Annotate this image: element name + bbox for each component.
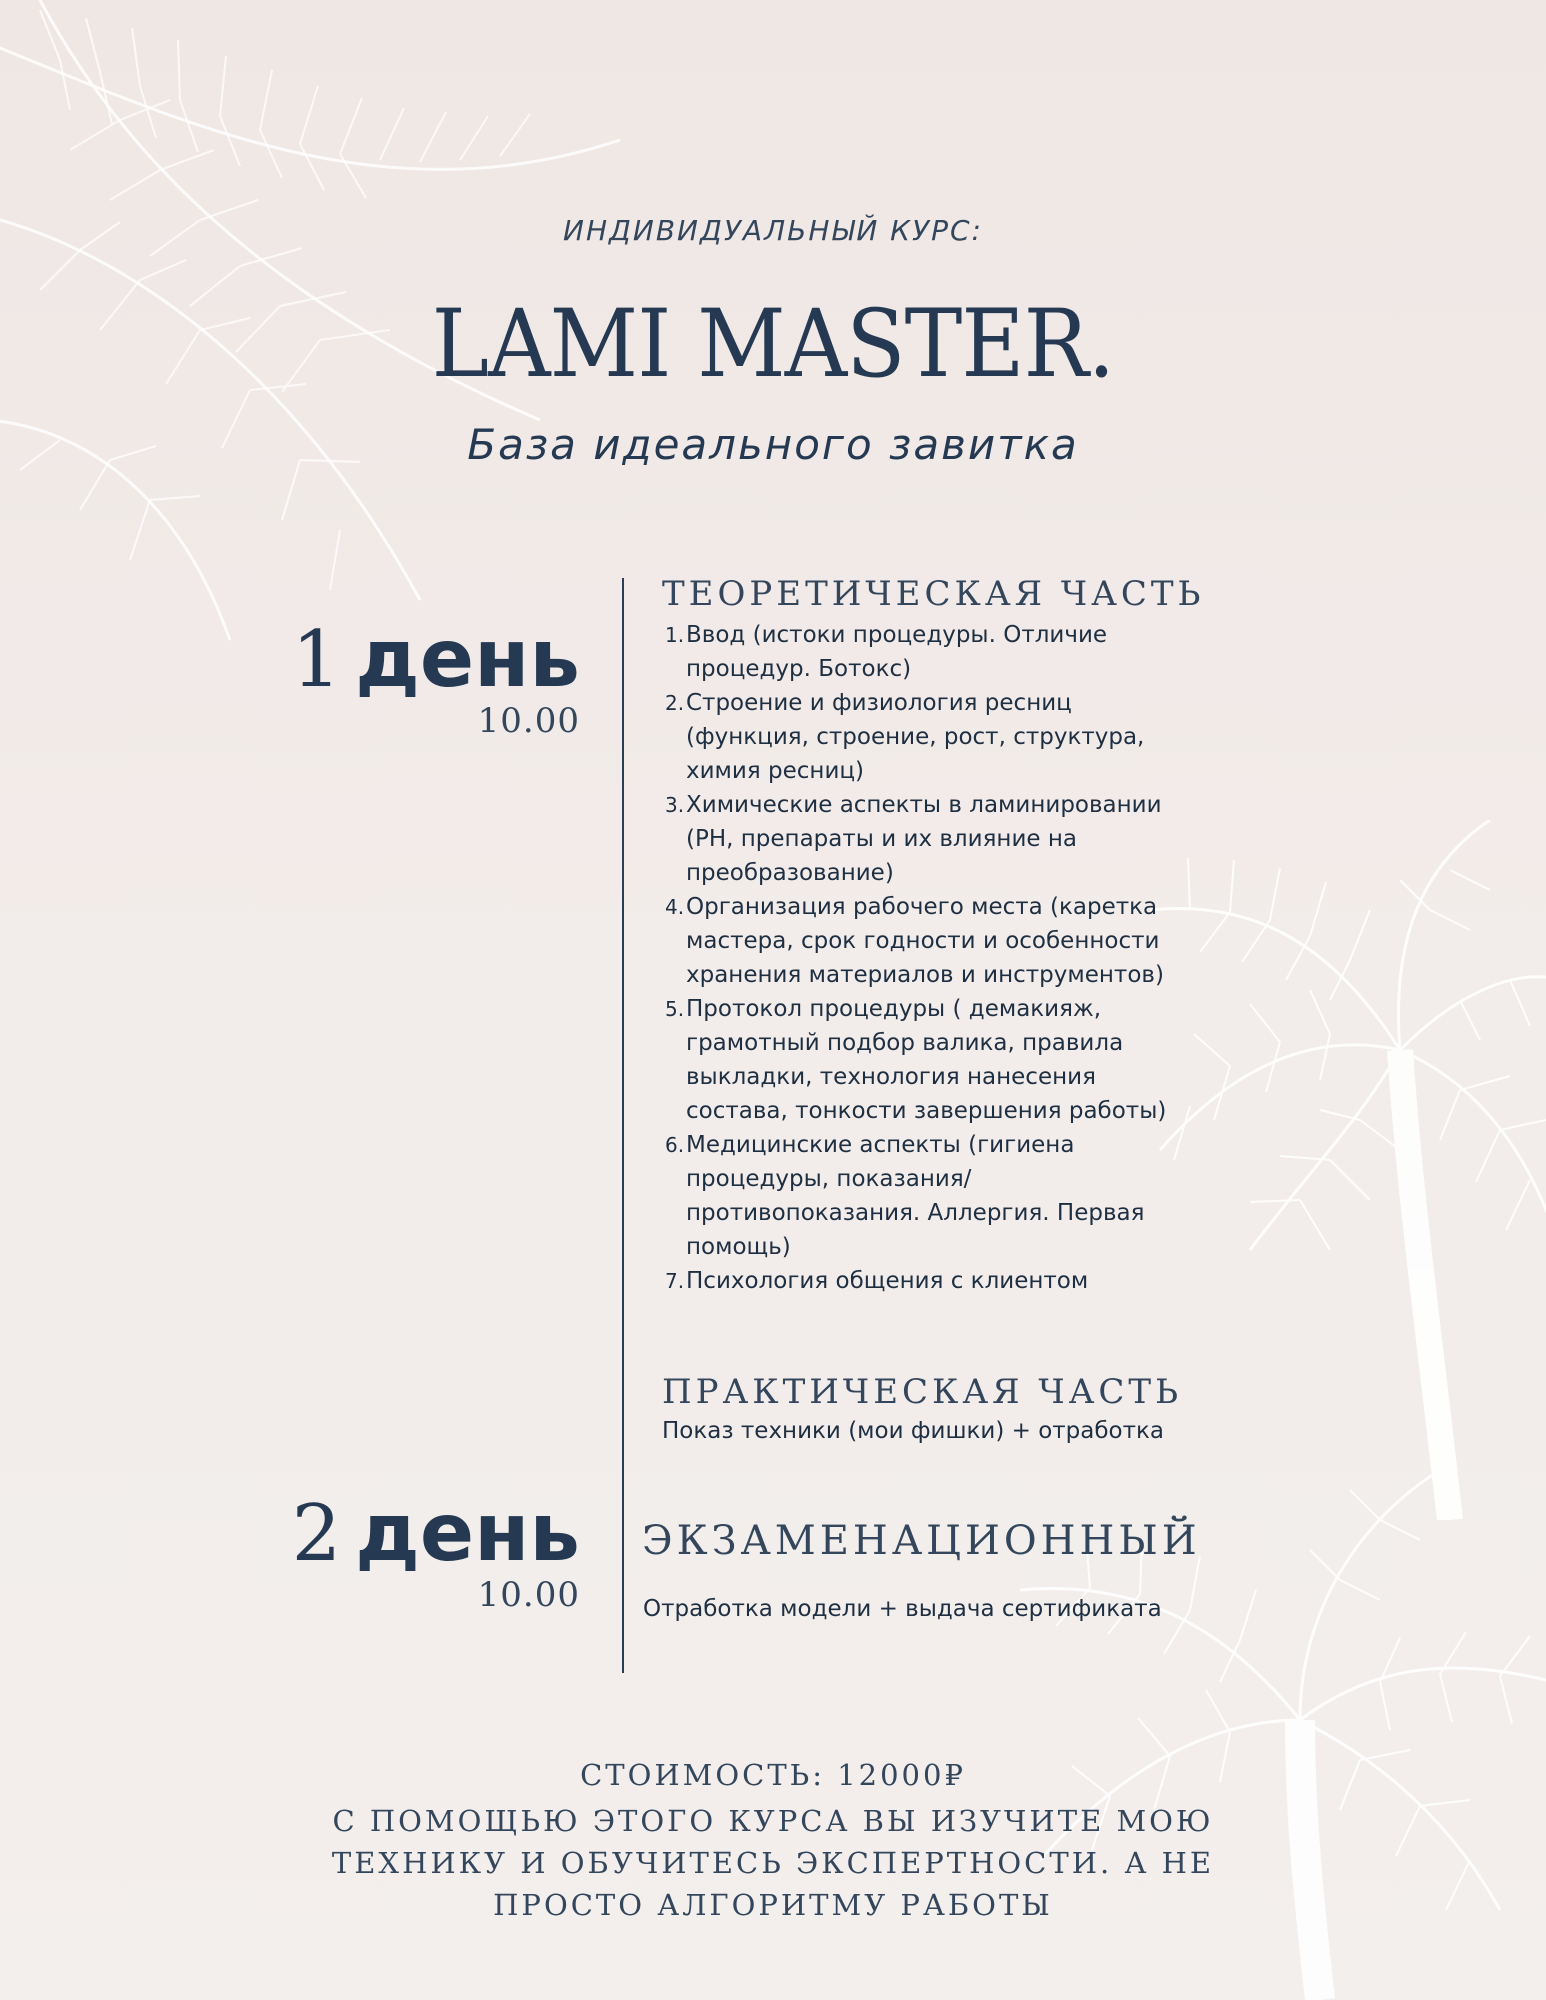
- list-item-number: 3.: [665, 793, 685, 817]
- day-2-word: день: [355, 1486, 580, 1579]
- theory-section-title: ТЕОРЕТИЧЕСКАЯ ЧАСТЬ: [662, 574, 1205, 614]
- footer-line-3: ПРОСТО АЛГОРИТМУ РАБОТЫ: [493, 1888, 1053, 1922]
- course-type-label: ИНДИВИДУАЛЬНЫЙ КУРС:: [563, 214, 983, 247]
- vertical-divider: [622, 578, 624, 1673]
- practice-section-title: ПРАКТИЧЕСКАЯ ЧАСТЬ: [662, 1372, 1182, 1412]
- list-item: [660, 686, 1200, 788]
- exam-text: Отработка модели + выдача сертификата: [643, 1596, 1162, 1622]
- page-title: LAMI MASTER.: [431, 290, 1115, 399]
- list-item-number: 7.: [665, 1269, 685, 1293]
- list-item: [660, 788, 1200, 890]
- list-item: [660, 618, 1200, 686]
- list-item-text: Медицинские аспекты (гигиена процедуры, показания/ противопоказания. Аллергия. Первая помощь): [686, 1132, 1145, 1260]
- course-tagline: База идеального завитка: [467, 420, 1079, 469]
- day-2-time: 10.00: [477, 1575, 580, 1615]
- theory-list: [660, 618, 1200, 1298]
- list-item: [660, 1264, 1200, 1298]
- list-item-text: Строение и физиология ресниц (функция, строение, рост, структура, химия ресниц): [686, 690, 1145, 784]
- list-item: [660, 890, 1200, 992]
- price-label: СТОИМОСТЬ: 12000₽: [580, 1758, 966, 1792]
- list-item-number: 2.: [665, 691, 685, 715]
- list-item-text: Химические аспекты в ламинировании (PH, препараты и их влияние на преобразование): [686, 792, 1162, 886]
- footer-line-2: ТЕХНИКУ И ОБУЧИТЕСЬ ЭКСПЕРТНОСТИ. А НЕ: [331, 1846, 1215, 1880]
- day-1-block: [292, 612, 580, 741]
- list-item-text: Ввод (истоки процедуры. Отличие процедур. Ботокс): [686, 622, 1108, 682]
- exam-section-title: ЭКЗАМЕНАЦИОННЫЙ: [642, 1518, 1201, 1564]
- day-1-time: 10.00: [477, 701, 580, 741]
- day-2-number: 2: [291, 1489, 342, 1579]
- day-1-number: 1: [291, 615, 342, 705]
- footer-line-1: С ПОМОЩЬЮ ЭТОГО КУРСА ВЫ ИЗУЧИТЕ МОЮ: [332, 1804, 1214, 1838]
- list-item-text: Организация рабочего места (каретка мастера, срок годности и особенности хранения материалов и инструментов): [686, 894, 1164, 988]
- list-item: [660, 1128, 1200, 1264]
- day-2-block: [292, 1486, 580, 1615]
- day-1-word: день: [355, 612, 580, 705]
- list-item-number: 4.: [665, 895, 685, 919]
- list-item-number: 1.: [665, 623, 685, 647]
- list-item-text: Психология общения с клиентом: [686, 1268, 1089, 1294]
- list-item-text: Протокол процедуры ( демакияж, грамотный подбор валика, правила выкладки, технология нанесения состава, тонкости завершения работы): [686, 996, 1167, 1124]
- practice-text: Показ техники (мои фишки) + отработка: [662, 1418, 1165, 1444]
- list-item: [660, 992, 1200, 1128]
- list-item-number: 5.: [665, 997, 685, 1021]
- list-item-number: 6.: [665, 1133, 685, 1157]
